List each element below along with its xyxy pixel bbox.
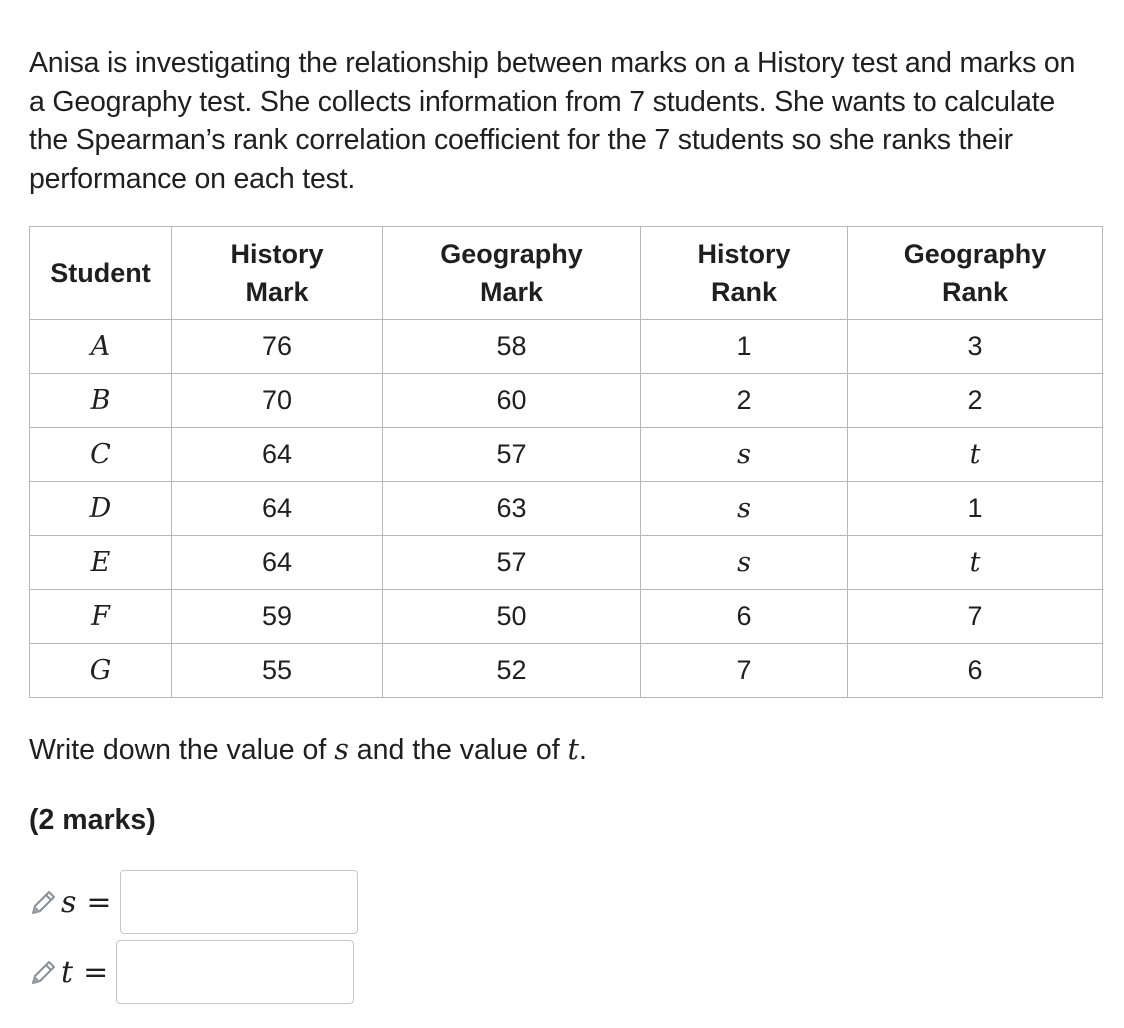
pencil-icon <box>29 887 59 917</box>
cell-geography-mark: 58 <box>383 320 641 374</box>
cell-history-rank: s <box>641 482 848 536</box>
cell-geography-rank: 6 <box>848 644 1103 698</box>
cell-geography-rank: 3 <box>848 320 1103 374</box>
cell-history-rank: 1 <box>641 320 848 374</box>
s-equals-label: s = <box>61 884 112 920</box>
answer-row-t <box>29 940 354 1004</box>
marks-label: (2 marks) <box>29 804 156 836</box>
cell-student: C <box>30 428 172 482</box>
table-row <box>30 320 1103 374</box>
cell-student: E <box>30 536 172 590</box>
cell-history-mark: 70 <box>172 374 383 428</box>
table-row <box>30 374 1103 428</box>
cell-history-rank: s <box>641 536 848 590</box>
cell-geography-rank: 2 <box>848 374 1103 428</box>
cell-geography-mark: 52 <box>383 644 641 698</box>
cell-geography-mark: 50 <box>383 590 641 644</box>
cell-history-mark: 64 <box>172 428 383 482</box>
table-row <box>30 590 1103 644</box>
t-answer-input[interactable] <box>116 940 354 1004</box>
cell-history-rank: 7 <box>641 644 848 698</box>
cell-history-mark: 76 <box>172 320 383 374</box>
header-history-mark: History Mark <box>172 227 383 320</box>
table-row <box>30 428 1103 482</box>
cell-geography-mark: 63 <box>383 482 641 536</box>
answer-row-s <box>29 870 358 934</box>
cell-geography-rank: 7 <box>848 590 1103 644</box>
cell-geography-rank: 1 <box>848 482 1103 536</box>
cell-history-rank: 6 <box>641 590 848 644</box>
cell-geography-rank: t <box>848 536 1103 590</box>
cell-geography-mark: 60 <box>383 374 641 428</box>
cell-student: B <box>30 374 172 428</box>
cell-history-rank: 2 <box>641 374 848 428</box>
cell-history-rank: s <box>641 428 848 482</box>
cell-history-mark: 64 <box>172 482 383 536</box>
cell-history-mark: 55 <box>172 644 383 698</box>
s-answer-input[interactable] <box>120 870 358 934</box>
header-history-rank: History Rank <box>641 227 848 320</box>
table-row <box>30 536 1103 590</box>
marks-table <box>29 226 1103 698</box>
cell-student: G <box>30 644 172 698</box>
cell-history-mark: 59 <box>172 590 383 644</box>
table-row <box>30 482 1103 536</box>
cell-student: F <box>30 590 172 644</box>
cell-geography-mark: 57 <box>383 536 641 590</box>
cell-student: A <box>30 320 172 374</box>
cell-geography-mark: 57 <box>383 428 641 482</box>
header-geography-rank: Geography Rank <box>848 227 1103 320</box>
cell-geography-rank: t <box>848 428 1103 482</box>
question-intro: Anisa is investigating the relationship between marks on a History test and marks on a Geography test. She collects information from 7 students. She wants to calculate the Spearman’s rank correlation coefficient for the 7 students so she ranks their performance on each test. <box>29 47 1076 195</box>
question-prompt: Write down the value of s and the value of t. <box>29 733 587 766</box>
t-equals-label: t = <box>61 954 109 990</box>
header-geography-mark: Geography Mark <box>383 227 641 320</box>
table-row <box>30 644 1103 698</box>
table-header-row <box>30 227 1103 320</box>
cell-student: D <box>30 482 172 536</box>
cell-history-mark: 64 <box>172 536 383 590</box>
header-student: Student <box>30 227 172 320</box>
pencil-icon <box>29 957 59 987</box>
